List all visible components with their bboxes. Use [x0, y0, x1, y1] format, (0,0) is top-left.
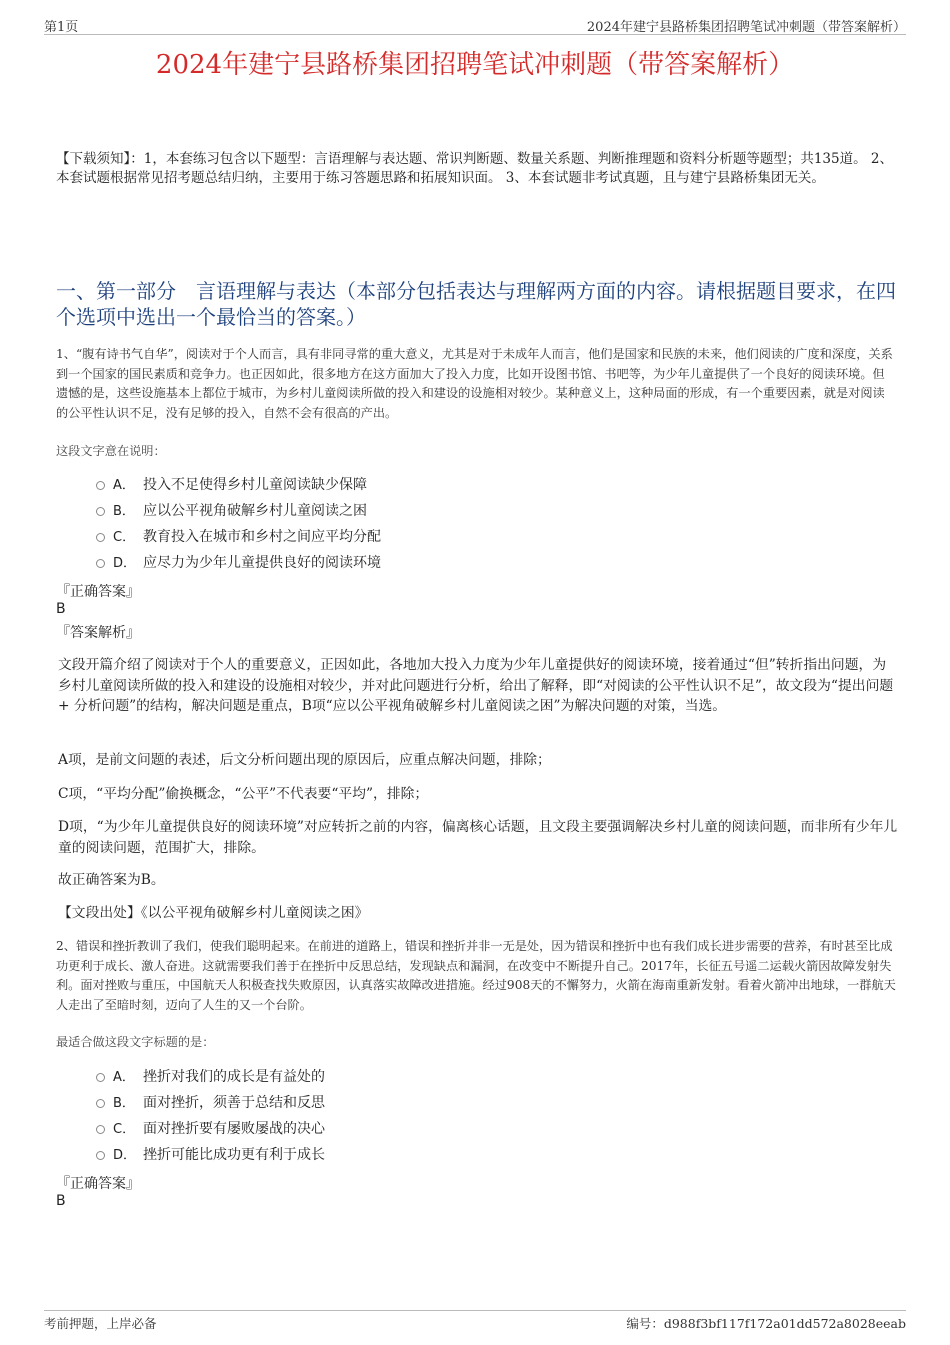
- analysis-paragraph: C项，“平均分配”偷换概念，“公平”不代表要“平均”，排除；: [58, 786, 429, 802]
- option-a[interactable]: A． 挫折对我们的成长是有益处的: [96, 1064, 325, 1090]
- answer-value: B: [56, 1193, 66, 1209]
- radio-icon[interactable]: [96, 481, 105, 490]
- answer-value: B: [56, 601, 66, 617]
- page-number: 第1页: [44, 20, 79, 35]
- page-header: [44, 14, 906, 35]
- radio-icon[interactable]: [96, 1073, 105, 1082]
- option-c[interactable]: C． 教育投入在城市和乡村之间应平均分配: [96, 524, 381, 550]
- question-1-options: [96, 472, 381, 576]
- analysis-paragraph: A项，是前文问题的表述，后文分析问题出现的原因后，应重点解决问题，排除；: [58, 752, 551, 768]
- radio-icon[interactable]: [96, 533, 105, 542]
- option-b[interactable]: B． 应以公平视角破解乡村儿童阅读之困: [96, 498, 381, 524]
- option-c[interactable]: C． 面对挫折要有屡败屡战的决心: [96, 1116, 325, 1142]
- radio-icon[interactable]: [96, 1151, 105, 1160]
- radio-icon[interactable]: [96, 559, 105, 568]
- answer-heading: 『正确答案』: [56, 1176, 140, 1192]
- question-2-text: 2、错误和挫折教训了我们，使我们聪明起来。在前进的道路上，错误和挫折并非一无是处，因为错误和挫折中也有我们成长进步需要的营养，有时甚至比成功更利于成长、激人奋进。这就需要我们善于在挫折中反思总结，发现缺点和漏洞，在改变中不断提升自己。2017年，长征五号遥二运载火箭因故障发射失利。面对挫败与重压，中国航天人积极查找失败原因，认真落实故障改进措施。经过908天的不懈努力，火箭在海南重新发射。看着火箭冲出地球，一群航天人走出了至暗时刻，迈向了人生的又一个台阶。: [56, 939, 896, 1012]
- radio-icon[interactable]: [96, 1099, 105, 1108]
- analysis-paragraph: D项，“为少年儿童提供良好的阅读环境”对应转折之前的内容，偏离核心话题，且文段主要强调解决乡村儿童的阅读问题，而非所有少年儿童的阅读问题，范围扩大，排除。: [58, 819, 898, 856]
- analysis-source: 【文段出处】《以公平视角破解乡村儿童阅读之困》: [58, 905, 369, 921]
- header-doc-title: 2024年建宁县路桥集团招聘笔试冲刺题（带答案解析）: [586, 20, 906, 35]
- question-2-options: [96, 1064, 325, 1168]
- option-d[interactable]: D． 应尽力为少年儿童提供良好的阅读环境: [96, 550, 381, 576]
- analysis-paragraph: 文段开篇介绍了阅读对于个人的重要意义，正因如此，各地加大投入力度为少年儿童提供好的阅读环境，接着通过“但”转折指出问题，为乡村儿童阅读所做的投入和建设的设施相对较少，并对此问题进行分析，给出了解释，即“对阅读的公平性认识不足”，故文段为“提出问题 + 分析问题”的结构，解决问题是重点，B项“应以公平视角破解乡村儿童阅读之困”为解决问题的对策，当选。: [58, 657, 894, 714]
- analysis-conclusion: 故正确答案为B。: [58, 872, 165, 888]
- page-footer: [44, 1310, 906, 1331]
- option-b[interactable]: B． 面对挫折，须善于总结和反思: [96, 1090, 325, 1116]
- answer-heading: 『正确答案』: [56, 584, 140, 600]
- footer-slogan: 考前押题，上岸必备: [44, 1316, 157, 1331]
- option-d[interactable]: D． 挫折可能比成功更有利于成长: [96, 1142, 325, 1168]
- radio-icon[interactable]: [96, 507, 105, 516]
- radio-icon[interactable]: [96, 1125, 105, 1134]
- question-1-text: 1、“腹有诗书气自华”，阅读对于个人而言，具有非同寻常的重大意义，尤其是对于未成年人而言，他们是国家和民族的未来，他们阅读的广度和深度，关系到一个国家的国民素质和竞争力。也正因如此，很多地方在这方面加大了投入力度，比如开设图书馆、书吧等，为少年儿童提供了一个良好的阅读环境。但遗憾的是，这些设施基本上都位于城市，为乡村儿童阅读所做的投入和建设的设施相对较少。某种意义上，这种局面的形成，有一个重要因素，就是对阅读的公平性认识不足，没有足够的投入，自然不会有很高的产出。: [56, 347, 893, 420]
- download-notice: 【下载须知】：1，本套练习包含以下题型：言语理解与表达题、常识判断题、数量关系题、判断推理题和资料分析题等题型；共135道。 2、本套试题根据常见招考题总结归纳，主要用于练习答题思路和拓展知识面。 3、本套试题非考试真题，且与建宁县路桥集团无关。: [56, 151, 893, 186]
- document-title: 2024年建宁县路桥集团招聘笔试冲刺题（带答案解析）: [155, 50, 795, 80]
- question-1-prompt: 这段文字意在说明：: [56, 444, 166, 458]
- option-a[interactable]: A． 投入不足使得乡村儿童阅读缺少保障: [96, 472, 381, 498]
- section-heading: 一、第一部分 言语理解与表达（本部分包括表达与理解两方面的内容。请根据题目要求，在四个选项中选出一个最恰当的答案。）: [56, 279, 896, 329]
- footer-serial: 编号：d988f3bf117f172a01dd572a8028eeab: [626, 1316, 906, 1331]
- analysis-heading: 『答案解析』: [56, 625, 140, 641]
- question-2-prompt: 最适合做这段文字标题的是：: [56, 1035, 215, 1049]
